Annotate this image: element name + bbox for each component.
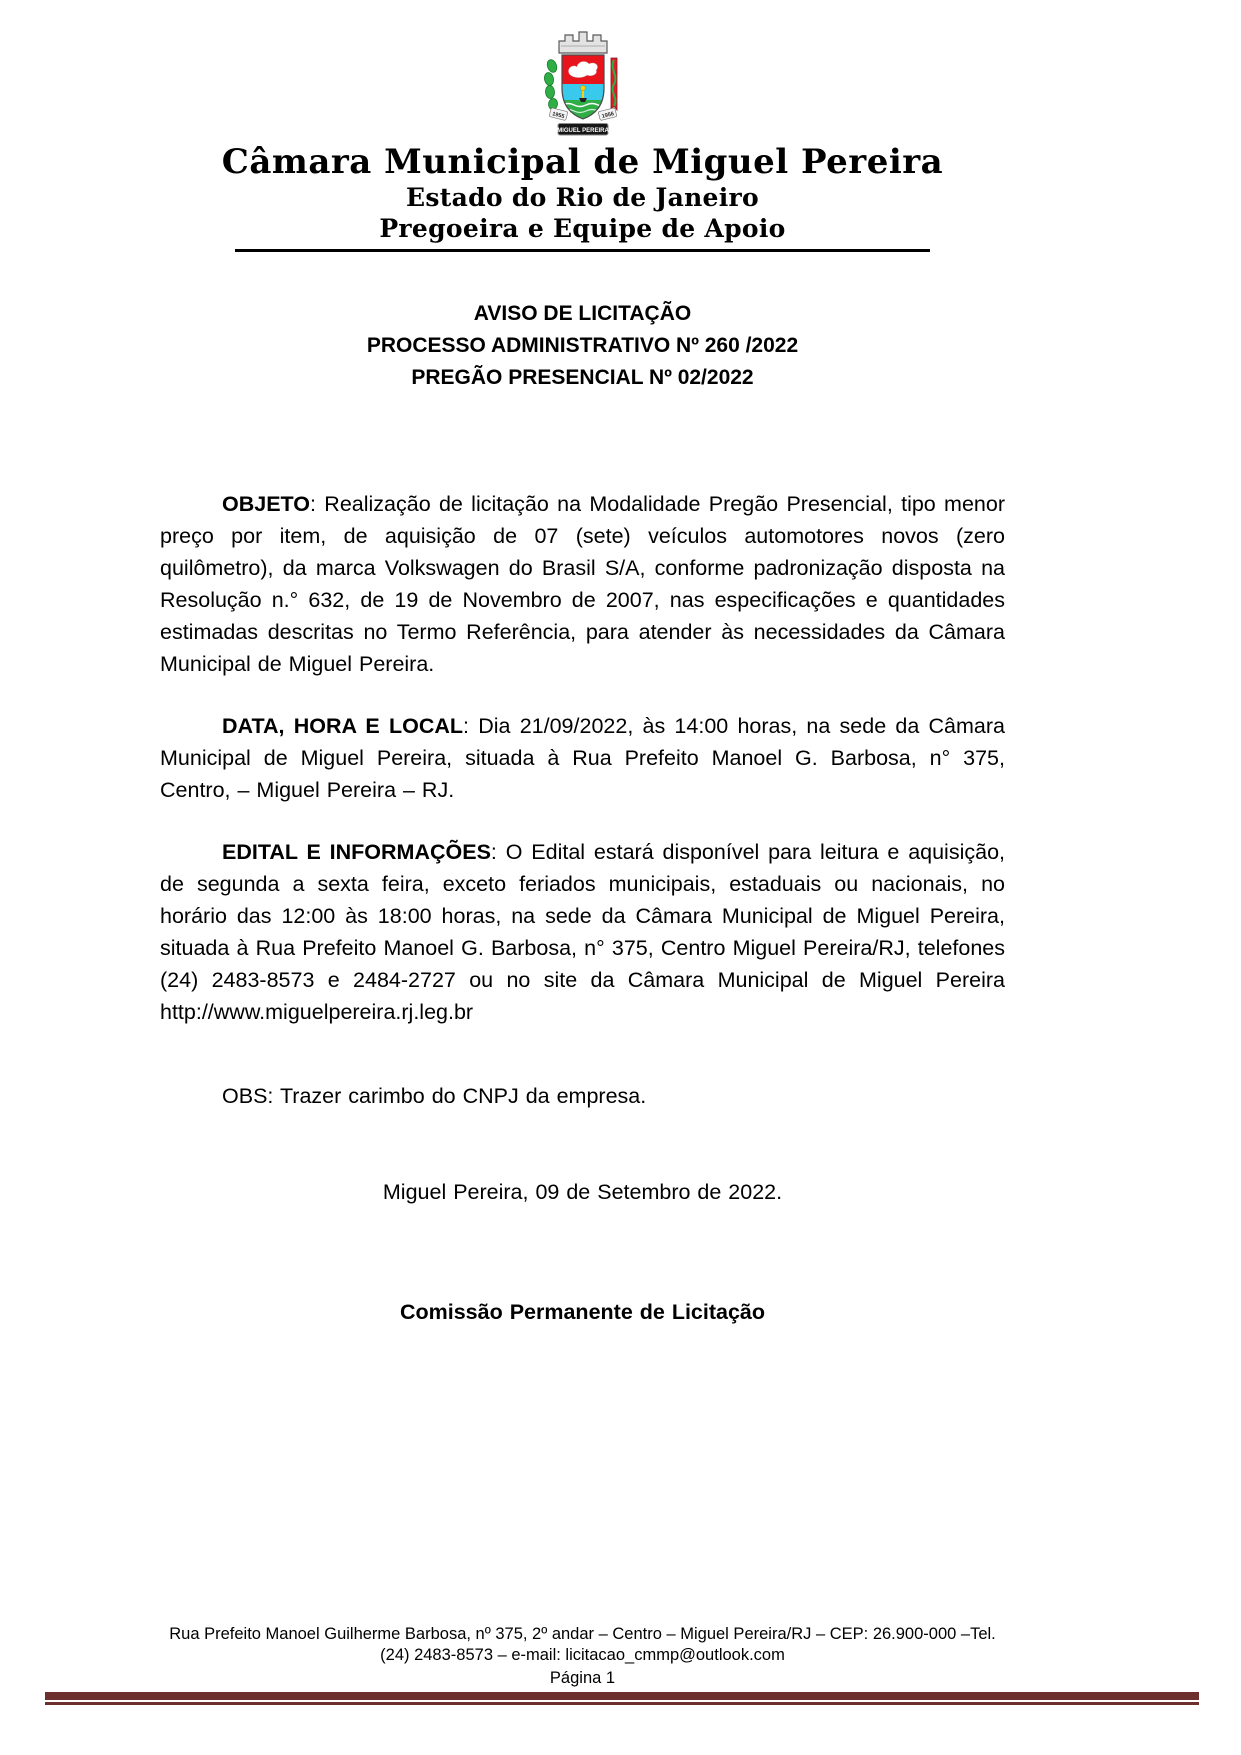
- municipal-crest-icon: [538, 26, 628, 138]
- footer-address: Rua Prefeito Manoel Guilherme Barbosa, nº 375, 2º andar – Centro – Miguel Pereira/RJ – CEP: 26.900-000 –Tel.: [169, 1625, 996, 1643]
- data-hora-local-label: DATA, HORA E LOCAL: [222, 714, 464, 738]
- org-state-line: Estado do Rio de Janeiro: [406, 183, 759, 212]
- letterhead: [160, 26, 1005, 252]
- page-number: Página 1: [549, 1669, 616, 1687]
- footer-contact: (24) 2483-8573 – e-mail: licitacao_cmmp@outlook.com: [380, 1646, 785, 1664]
- crest-year-left-ribbon: [549, 108, 568, 121]
- paragraph-objeto: [160, 488, 1005, 680]
- notice-title: AVISO DE LICITAÇÃO: [473, 302, 692, 325]
- document-body: [160, 488, 1005, 1328]
- crest-banner-label: MIGUEL PEREIRA: [556, 127, 609, 134]
- objeto-label: OBJETO: [222, 492, 311, 516]
- crest-right-staff-icon: [611, 58, 617, 110]
- crest-year-right: 1956: [600, 111, 615, 120]
- edital-text: : O Edital estará disponível para leitura e aquisição, de segunda a sexta feira, exceto feriados municipais, estaduais ou nacionais, no horário das 12:00 às 18:00 horas, na sede da Câmara Municipal de Miguel Pereira, situada à Rua Prefeito Manoel G. Barbosa, n° 375, Centro Miguel Pereira/RJ, telefones (24) 2483-8573 e 2484-2727 ou no site da Câmara Municipal de Miguel Pereira http://www.miguelpereira.rj.leg.br: [160, 840, 1006, 1024]
- footer-divider-bar: [45, 1692, 1199, 1705]
- page-footer: [160, 1624, 1005, 1689]
- crest-crown-icon: [559, 32, 607, 53]
- org-title: Câmara Municipal de Miguel Pereira: [221, 142, 944, 182]
- notice-heading: [160, 298, 1005, 394]
- data-hora-local-text: : Dia 21/09/2022, às 14:00 horas, na sede da Câmara Municipal de Miguel Pereira, situada à Rua Prefeito Manoel G. Barbosa, n° 375, Centro, – Miguel Pereira – RJ.: [160, 714, 1005, 802]
- crest-year-left: 1955: [551, 111, 565, 120]
- edital-label: EDITAL E INFORMAÇÕES: [222, 840, 491, 864]
- paragraph-edital-informacoes: [160, 836, 1005, 1028]
- crest-left-branch-icon: [543, 58, 558, 110]
- notice-auction-number: PREGÃO PRESENCIAL Nº 02/2022: [411, 366, 754, 389]
- signature-line: Comissão Permanente de Licitação: [399, 1300, 766, 1324]
- header-rule: [235, 249, 930, 252]
- date-line: Miguel Pereira, 09 de Setembro de 2022.: [382, 1180, 783, 1204]
- paragraph-data-hora-local: [160, 710, 1005, 806]
- objeto-text: : Realização de licitação na Modalidade Pregão Presencial, tipo menor preço por item, de aquisição de 07 (sete) veículos automotores novos (zero quilômetro), da marca Volkswagen do Brasil S/A, conforme padronização disposta na Resolução n.° 632, de 19 de Novembro de 2007, nas especificações e quantidades estimadas descritas no Termo Referência, para atender às necessidades da Câmara Municipal de Miguel Pereira.: [160, 492, 1005, 676]
- notice-process-number: PROCESSO ADMINISTRATIVO Nº 260 /2022: [366, 334, 799, 357]
- org-dept-line: Pregoeira e Equipe de Apoio: [379, 214, 786, 243]
- page-content: [160, 26, 1005, 1328]
- footer-bar-thick-line: [45, 1692, 1199, 1700]
- crest-year-right-ribbon: [598, 108, 617, 121]
- footer-bar-thin-line: [45, 1702, 1199, 1705]
- obs-note: OBS: Trazer carimbo do CNPJ da empresa.: [222, 1084, 647, 1108]
- crest-banner: [557, 124, 609, 136]
